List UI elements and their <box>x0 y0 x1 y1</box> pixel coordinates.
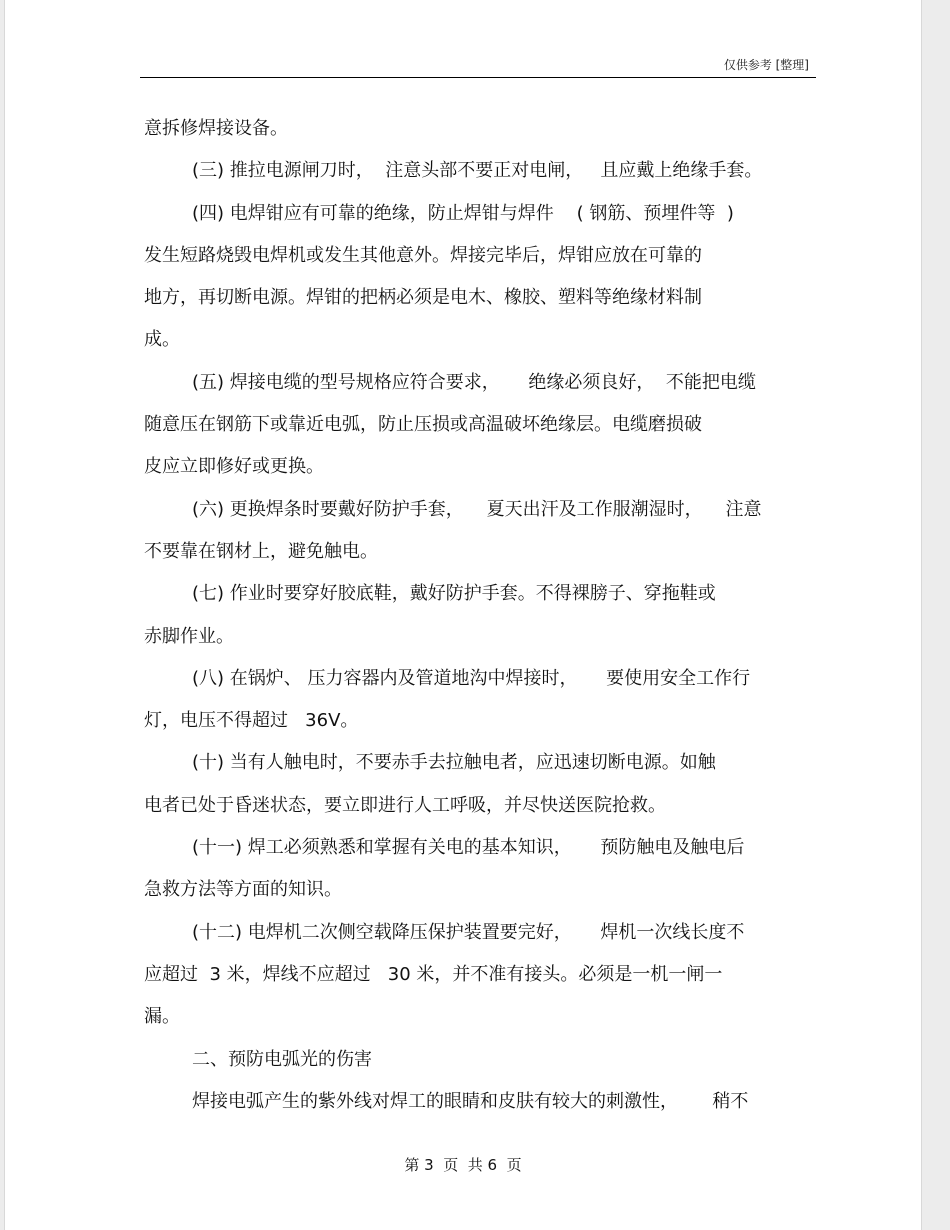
text-line: 不要靠在钢材上，避免触电。 <box>144 540 378 562</box>
document-body <box>144 108 816 1123</box>
text-line: (四) 电焊钳应有可靠的绝缘，防止焊钳与焊件 ( 钢筋、预埋件等 ) <box>192 202 734 224</box>
text-line: 地方，再切断电源。焊钳的把柄必须是电木、橡胶、塑料等绝缘材料制 <box>144 287 702 309</box>
header-divider <box>140 77 816 78</box>
text-line: 二、预防电弧光的伤害 <box>192 1048 372 1070</box>
text-line: (十二) 电焊机二次侧空载降压保护装置要完好， 焊机一次线长度不 <box>192 921 745 943</box>
text-line: 皮应立即修好或更换。 <box>144 456 324 478</box>
page-number: 第 3 页 共 6 页 <box>404 1156 522 1174</box>
document-page <box>4 0 922 1230</box>
text-line: 随意压在钢筋下或靠近电弧，防止压损或高温破坏绝缘层。电缆磨损破 <box>144 414 702 436</box>
text-line: 漏。 <box>144 1006 180 1028</box>
text-line: 成。 <box>144 329 180 351</box>
text-line: (八) 在锅炉、 压力容器内及管道地沟中焊接时， 要使用安全工作行 <box>192 667 751 689</box>
text-line: (三) 推拉电源闸刀时， 注意头部不要正对电闸， 且应戴上绝缘手套。 <box>192 160 763 182</box>
text-line: 灯，电压不得超过 36V。 <box>144 710 359 732</box>
text-line: (五) 焊接电缆的型号规格应符合要求， 绝缘必须良好， 不能把电缆 <box>192 371 756 393</box>
text-line: 赤脚作业。 <box>144 625 234 647</box>
text-line: 焊接电弧产生的紫外线对焊工的眼睛和皮肤有较大的刺激性， 稍不 <box>192 1090 749 1112</box>
text-line: (十一) 焊工必须熟悉和掌握有关电的基本知识， 预防触电及触电后 <box>192 837 745 859</box>
text-line: 发生短路烧毁电焊机或发生其他意外。焊接完毕后，焊钳应放在可靠的 <box>144 244 702 266</box>
text-line: 电者已处于昏迷状态，要立即进行人工呼吸，并尽快送医院抢救。 <box>144 794 666 816</box>
text-line: 急救方法等方面的知识。 <box>144 879 342 901</box>
text-line: (六) 更换焊条时要戴好防护手套， 夏天出汗及工作服潮湿时， 注意 <box>192 498 762 520</box>
text-line: 意拆修焊接设备。 <box>144 118 288 139</box>
text-line: (十) 当有人触电时，不要赤手去拉触电者，应迅速切断电源。如触 <box>192 752 716 774</box>
text-line: 应超过 3 米，焊线不应超过 30 米，并不准有接头。必须是一机一闸一 <box>144 963 723 985</box>
text-line: (七) 作业时要穿好胶底鞋，戴好防护手套。不得裸膀子、穿拖鞋或 <box>192 583 716 605</box>
header-note: 仅供参考 [整理] <box>723 58 809 72</box>
